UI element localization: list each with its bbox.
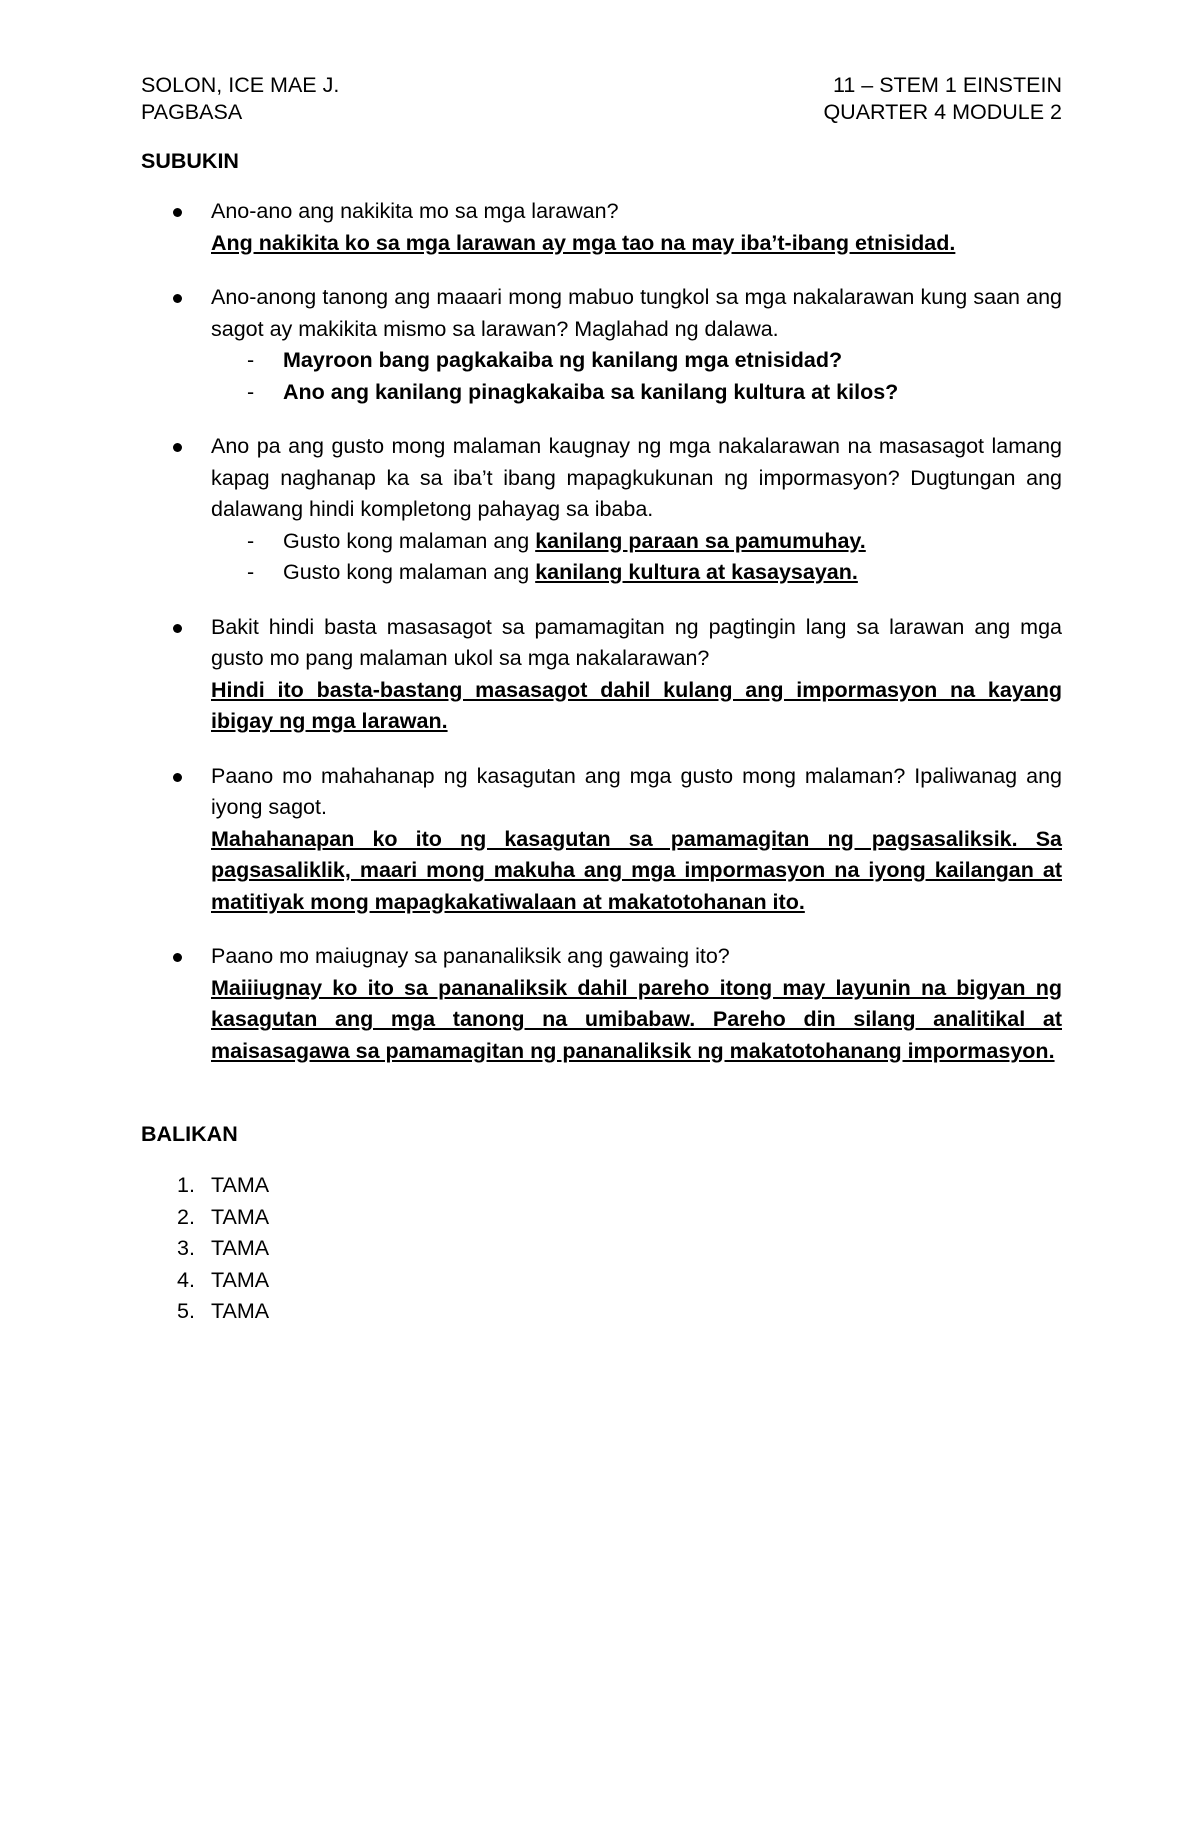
document-page [141, 72, 1062, 1328]
question-item-4 [141, 612, 1062, 738]
question-text: Ano-anong tanong ang maaari mong mabuo tungkol sa mga nakalarawan kung saan ang sagot ay makikita mismo sa larawan? Maglahad ng dalawa. [211, 285, 1062, 341]
question-item-2 [141, 282, 1062, 408]
answer-sublist [211, 526, 1062, 589]
bullet-icon [173, 443, 182, 452]
sub-prefix-text: Gusto kong malaman ang [283, 560, 536, 584]
question-item-6 [141, 941, 1062, 1067]
bullet-icon [173, 208, 182, 217]
answer-text: Mahahanapan ko ito ng kasagutan sa pamamagitan ng pagsasaliksik. Sa pagsasaliklik, maari mong makuha ang mga impormasyon na iyong kailangan at matitiyak mong mapagkakatiwalaan at makatotohanan ito. [211, 826, 1062, 914]
subject: PAGBASA [141, 100, 243, 124]
question-item-3 [141, 431, 1062, 589]
item-answer: TAMA [211, 1267, 270, 1292]
question-text: Ano pa ang gusto mong malaman kaugnay ng mga nakalarawan na masasagot lamang kapag naghanap ka sa iba’t ibang mapagkukunan ng impormasyon? Dugtungan ang dalawang hindi kompletong pahayag sa ibaba. [211, 434, 1062, 521]
balikan-title: BALIKAN [141, 1122, 238, 1146]
dash-marker: - [247, 348, 255, 372]
sub-prefix-text: Gusto kong malaman ang [283, 528, 536, 553]
dash-marker: - [247, 560, 255, 584]
sub-answer-text: Mayroon bang pagkakaiba ng kanilang mga etnisidad? [283, 348, 843, 372]
dash-marker: - [247, 528, 255, 553]
item-number: 5. [177, 1299, 195, 1323]
item-number: 2. [177, 1204, 195, 1229]
item-answer: TAMA [211, 1173, 270, 1197]
sub-answer [211, 345, 1062, 377]
question-item-5 [141, 761, 1062, 919]
item-number: 4. [177, 1267, 195, 1292]
dash-marker: - [247, 379, 255, 404]
answer-text: Hindi ito basta-bastang masasagot dahil kulang ang impormasyon na kayang ibigay ng mga larawan. [211, 677, 1062, 733]
item-number: 3. [177, 1236, 195, 1260]
item-answer: TAMA [211, 1204, 270, 1229]
subukin-question-list [141, 196, 1062, 1067]
question-item-1 [141, 196, 1062, 259]
sub-answer [211, 377, 1062, 409]
balikan-item [141, 1202, 1062, 1234]
sub-answer-text: kanilang kultura at kasaysayan. [535, 560, 858, 584]
item-answer: TAMA [211, 1299, 270, 1323]
bullet-icon [173, 624, 182, 633]
bullet-icon [173, 294, 182, 303]
question-text: Ano-ano ang nakikita mo sa mga larawan? [211, 199, 619, 223]
balikan-item [141, 1296, 1062, 1328]
header-row-1 [141, 72, 1062, 99]
bullet-icon [173, 773, 182, 782]
item-answer: TAMA [211, 1236, 270, 1260]
balikan-item [141, 1233, 1062, 1265]
sub-answer-text: Ano ang kanilang pinagkakaiba sa kanilang kultura at kilos? [283, 379, 899, 404]
student-name: SOLON, ICE MAE J. [141, 73, 340, 97]
answer-sublist [211, 345, 1062, 408]
item-number: 1. [177, 1173, 195, 1197]
subukin-title: SUBUKIN [141, 149, 239, 173]
sub-answer [211, 526, 1062, 558]
balikan-item [141, 1265, 1062, 1297]
header-row-2 [141, 99, 1062, 126]
quarter-module: QUARTER 4 MODULE 2 [823, 100, 1062, 124]
sub-answer-text: kanilang paraan sa pamumuhay. [535, 528, 866, 553]
sub-answer [211, 557, 1062, 589]
question-text: Bakit hindi basta masasagot sa pamamagitan ng pagtingin lang sa larawan ang mga gusto mo pang malaman ukol sa mga nakalarawan? [211, 614, 1062, 670]
balikan-answer-list [141, 1170, 1062, 1328]
question-text: Paano mo mahahanap ng kasagutan ang mga gusto mong malaman? Ipaliwanag ang iyong sagot. [211, 763, 1062, 819]
bullet-icon [173, 953, 182, 962]
answer-text: Maiiiugnay ko ito sa pananaliksik dahil pareho itong may layunin na bigyan ng kasagutan ang mga tanong na umibabaw. Pareho din silang analitikal at maisasagawa sa pamamagitan ng pananaliksik ng makatotohanang impormasyon. [211, 975, 1062, 1063]
balikan-item [141, 1170, 1062, 1202]
grade-section: 11 – STEM 1 EINSTEIN [832, 73, 1062, 97]
answer-text: Ang nakikita ko sa mga larawan ay mga tao na may iba’t-ibang etnisidad. [211, 230, 956, 255]
question-text: Paano mo maiugnay sa pananaliksik ang gawaing ito? [211, 944, 730, 968]
